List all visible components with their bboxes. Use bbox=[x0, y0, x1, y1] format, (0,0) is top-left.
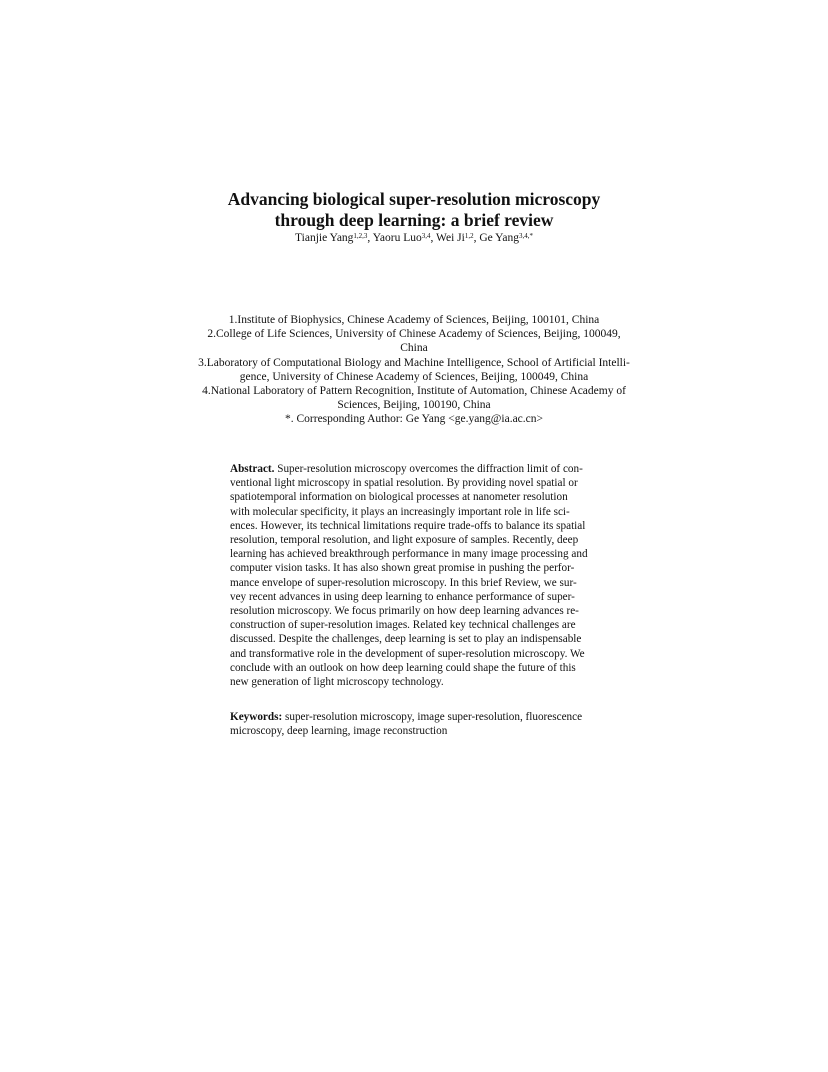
affiliation-line: 2.College of Life Sciences, University of Chinese Academy of Sciences, Beijing, 100049, bbox=[207, 328, 621, 341]
paper-title-line-1: Advancing biological super-resolution microscopy bbox=[227, 189, 601, 209]
author-affiliation-sup: 1,2,3 bbox=[353, 232, 368, 240]
abstract-line: discussed. Despite the challenges, deep learning is set to play an indispensable bbox=[230, 633, 582, 646]
abstract-line: vey recent advances in using deep learning to enhance performance of super- bbox=[230, 590, 575, 603]
affiliation-line: 3.Laboratory of Computational Biology and Machine Intelligence, School of Artificial Intelli- bbox=[198, 356, 630, 369]
abstract bbox=[230, 462, 600, 689]
abstract-line: spatiotemporal information on biological processes at nanometer resolution bbox=[230, 491, 568, 504]
abstract-line bbox=[230, 462, 600, 476]
keywords-line: microscopy, deep learning, image reconstruction bbox=[230, 725, 448, 738]
author-list bbox=[0, 231, 828, 245]
abstract-text: Super-resolution microscopy overcomes the diffraction limit of con- bbox=[274, 463, 583, 475]
keywords-line bbox=[230, 710, 600, 724]
author-name: Ge Yang bbox=[479, 232, 519, 244]
abstract-line: and transformative role in the development of super-resolution microscopy. We bbox=[230, 647, 585, 660]
corresponding-author: *. Corresponding Author: Ge Yang <ge.yang@ia.ac.cn> bbox=[285, 413, 543, 426]
abstract-line: ences. However, its technical limitations require trade-offs to balance its spatial bbox=[230, 519, 586, 532]
abstract-line: learning has achieved breakthrough performance in many image processing and bbox=[230, 548, 588, 561]
abstract-line: with molecular specificity, it plays an increasingly important role in life sci- bbox=[230, 505, 570, 518]
author-separator: , bbox=[473, 232, 480, 244]
author-name: Tianjie Yang bbox=[295, 232, 354, 244]
affiliations bbox=[190, 313, 638, 427]
author-separator: , bbox=[430, 232, 437, 244]
abstract-line: mance envelope of super-resolution microscopy. In this brief Review, we sur- bbox=[230, 576, 577, 589]
author-name: Wei Ji bbox=[436, 232, 465, 244]
abstract-line: resolution microscopy. We focus primarily on how deep learning advances re- bbox=[230, 605, 579, 618]
paper-title-line-2: through deep learning: a brief review bbox=[274, 210, 554, 230]
abstract-line: new generation of light microscopy technology. bbox=[230, 676, 444, 689]
title-block bbox=[0, 189, 828, 245]
abstract-line: resolution, temporal resolution, and light exposure of samples. Recently, deep bbox=[230, 534, 579, 547]
abstract-line: ventional light microscopy in spatial resolution. By providing novel spatial or bbox=[230, 477, 578, 490]
author-affiliation-sup: 1,2 bbox=[464, 232, 474, 240]
keywords bbox=[230, 710, 600, 738]
affiliation-line: 1.Institute of Biophysics, Chinese Academy of Sciences, Beijing, 100101, China bbox=[228, 314, 600, 326]
affiliation-line: China bbox=[400, 342, 428, 355]
keywords-label: Keywords: bbox=[230, 711, 283, 723]
affiliation-line: Sciences, Beijing, 100190, China bbox=[337, 399, 491, 412]
abstract-line: conclude with an outlook on how deep learning could shape the future of this bbox=[230, 661, 576, 674]
abstract-line: computer vision tasks. It has also shown great promise in pushing the perfor- bbox=[230, 562, 575, 575]
author-name: Yaoru Luo bbox=[372, 232, 422, 244]
affiliation-line: 4.National Laboratory of Pattern Recognition, Institute of Automation, Chinese Academy of bbox=[202, 385, 626, 398]
author-affiliation-sup: 3,4,* bbox=[518, 232, 533, 240]
abstract-label: Abstract. bbox=[230, 463, 275, 475]
affiliation-line: gence, University of Chinese Academy of Sciences, Beijing, 100049, China bbox=[239, 370, 589, 383]
author-separator: , bbox=[367, 232, 373, 244]
keywords-text: super-resolution microscopy, image super-resolution, fluorescence bbox=[282, 711, 583, 723]
abstract-line: construction of super-resolution images. Related key technical challenges are bbox=[230, 619, 576, 632]
author-affiliation-sup: 3,4 bbox=[421, 232, 431, 240]
